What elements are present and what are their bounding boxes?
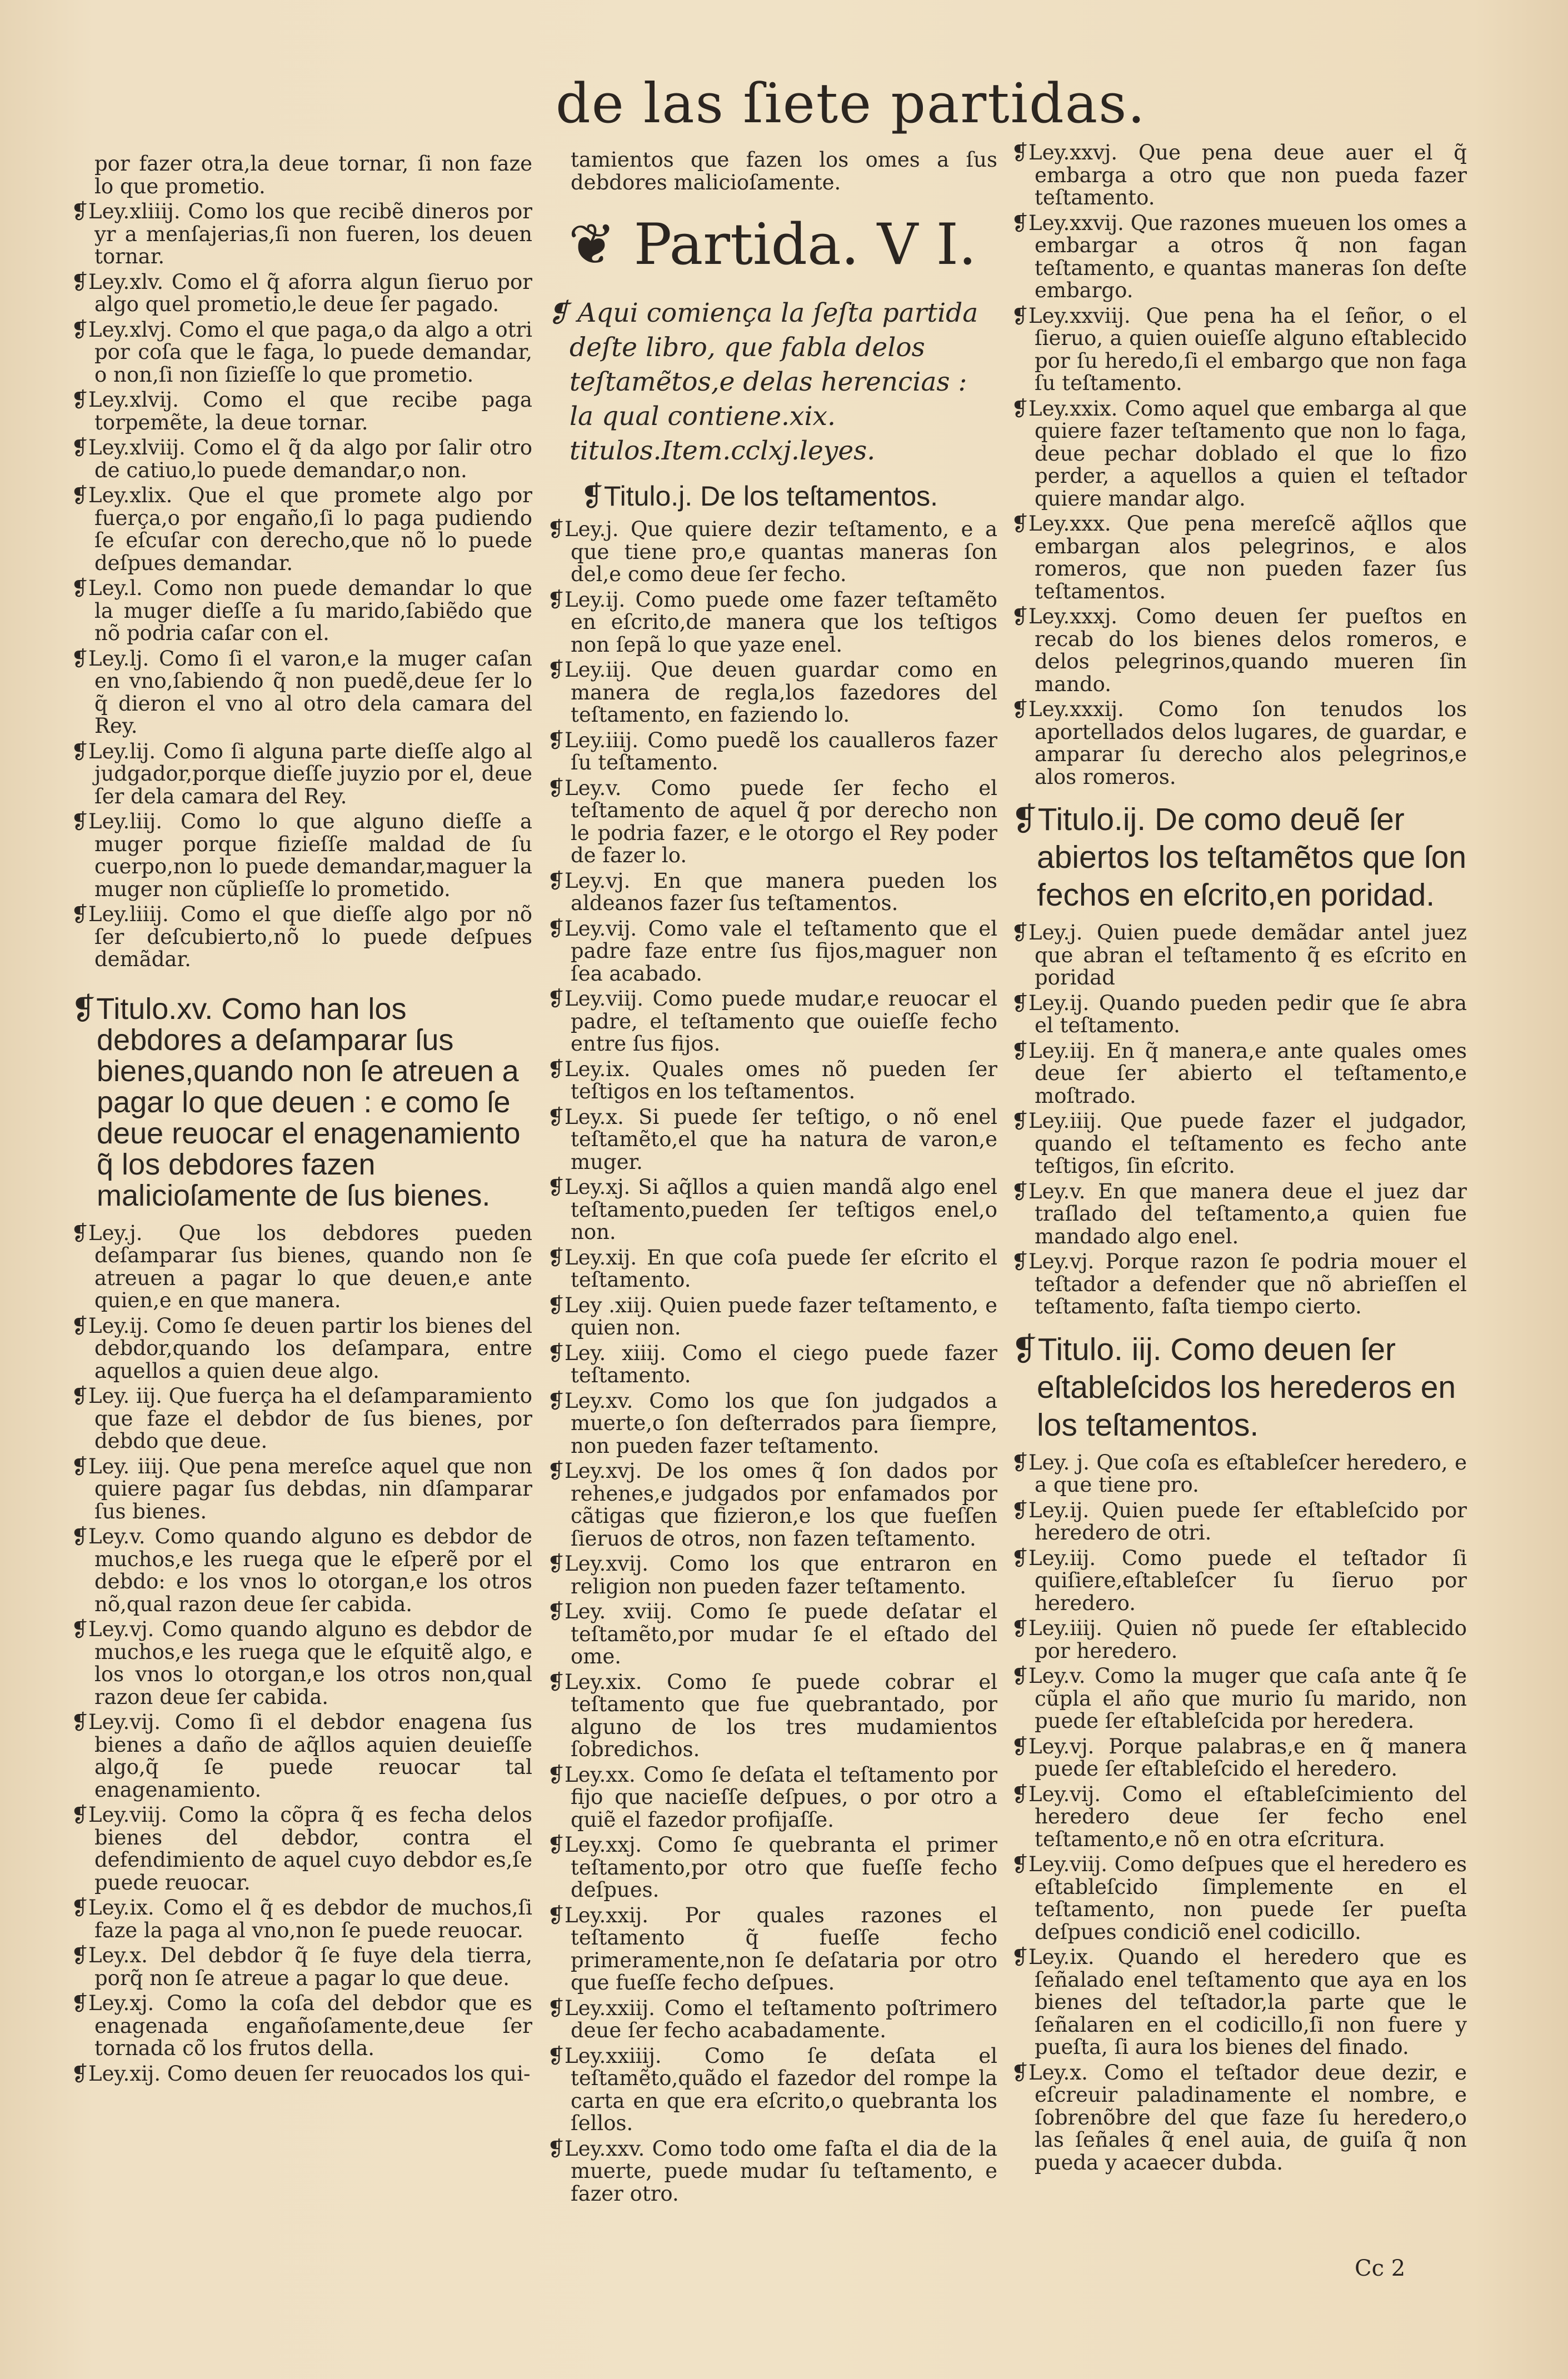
title-heading: ❡Titulo.xv. Como han los debdores a deſamparar ſus bienes,quando non ſe atreuen a pagar lo que deuen : e como ſe deue reuocar el enagenamiento q̃ los debdores fazen malicioſamente de ſus bienes. xyxy=(71,992,521,1212)
law-entry: ❡Ley.ix. Quando el heredero que es ſeñalado enel teſtamento que aya en los bienes del teſtador,la parte que le ſeñalaren en el codicillo,ſi non fuere y pueſta, ſi aura los bienes del finado. xyxy=(1011,1945,1467,2059)
column-left xyxy=(71,153,532,2088)
law-entry: ❡Ley.xxvj. Que pena deue auer el q̃ embarga a otro que non pueda fazer teſtamento. xyxy=(1011,141,1467,209)
law-entry: ❡Ley.xxiiij. Como ſe deſata el teſtamẽto,quãdo el fazedor del rompe la carta en que era eſcrito,o quebranta los ſellos. xyxy=(547,2043,997,2135)
title-heading: ❡Titulo. iij. Como deuen ſer eſtableſcidos los herederos en los teſtamentos. xyxy=(1011,1331,1456,1443)
law-entry: ❡Ley.xxxij. Como ſon tenudos los aportellados delos lugares, de guardar, e amparar ſu derecho alos pelegrinos,e alos romeros. xyxy=(1011,697,1467,789)
law-entry: ❡Ley.xvij. Como los que entraron en religion non pueden fazer teſtamento. xyxy=(547,1552,997,1598)
law-entry: ❡Ley.v. Como quando alguno es debdor de muchos,e les ruega que le eſperẽ por el debdo: e los vnos lo otorgan,e los otros nõ,qual razon deue ſer cabida. xyxy=(71,1525,532,1616)
law-entry: ❡Ley.xxxj. Como deuen ſer pueſtos en recab do los bienes delos romeros, e delos pelegrinos,quando mueren ſin mando. xyxy=(1011,604,1467,696)
law-entry: ❡Ley.xlviij. Como el q̃ da algo por ſalir otro de catiuo,lo puede demandar,o non. xyxy=(71,436,532,482)
law-entry: ❡Ley.xvj. De los omes q̃ ſon dados por rehenes,e judgados por enfamados por cãtigas que fizieron,e los que fueſſen ſieruos de otros, non fazen teſtamento. xyxy=(547,1459,997,1551)
law-entry: ❡Ley.xxx. Que pena mereſcẽ aq̃llos que embargan alos pelegrinos, e alos romeros, que non pueden fazer ſus teſtamentos. xyxy=(1011,512,1467,603)
law-entry: ❡Ley.xxix. Como aquel que embarga al que quiere fazer teſtamento que non lo faga, deue pechar doblado el que lo fizo perder, a aquellos a quien el teſtador quiere mandar algo. xyxy=(1011,396,1467,511)
law-entry: ❡Ley.xix. Como ſe puede cobrar el teſtamento que fue quebrantado, por alguno de los tres mudamientos ſobredichos. xyxy=(547,1670,997,1761)
law-entry: ❡Ley.vj. Como quando alguno es debdor de muchos,e les ruega que le eſquitẽ algo, e los vnos lo otorgan,e los otros non,qual razon deue ſer cabida. xyxy=(71,1617,532,1709)
law-entry: ❡Ley .xiij. Quien puede fazer teſtamento, e quien non. xyxy=(547,1293,997,1340)
law-entry: ❡Ley.xliiij. Como los que recibẽ dineros por yr a menſajerias,ſi non fueren, los deuen tornar. xyxy=(71,199,532,268)
law-entry: ❡Ley. xviij. Como ſe puede deſatar el teſtamẽto,por mudar ſe el eſtado del ome. xyxy=(547,1600,997,1668)
law-entry: ❡Ley. j. Que coſa es eſtableſcer heredero, e a que tiene pro. xyxy=(1011,1450,1467,1497)
law-entry: ❡Ley.j. Que quiere dezir teſtamento, e a que tiene pro,e quantas maneras ſon del,e como deue ſer fecho. xyxy=(547,517,997,586)
title-heading: ❡Titulo.ij. De como deuẽ ſer abiertos los teſtamẽtos que ſon fechos en eſcrito,en poridad. xyxy=(1011,802,1467,913)
law-entry: ❡Ley.v. Como la muger que caſa ante q̃ ſe cũpla el año que murio ſu marido, non puede ſer eſtableſcida por heredera. xyxy=(1011,1664,1467,1733)
law-entry: ❡Ley.l. Como non puede demandar lo que la muger dieſſe a ſu marido,ſabiẽdo que nõ podria caſar con el. xyxy=(71,576,532,645)
law-entry: ❡Ley.xxvij. Que razones mueuen los omes a embargar a otros q̃ non fagan teſtamento, e quantas maneras ſon deſte embargo. xyxy=(1011,211,1467,302)
column-right xyxy=(1011,142,1467,2177)
law-entry: ❡Ley. iij. Que fuerça ha el deſamparamiento que faze el debdor de ſus bienes, por debdo que deue. xyxy=(71,1384,532,1453)
law-entry: ❡Ley.xij. Como deuen ſer reuocados los qui- xyxy=(71,2061,531,2086)
law-entry: ❡Ley.x. Como el teſtador deue dezir, e eſcreuir paladinamente el nombre, e ſobrenõbre del que faze ſu heredero,o las ſeñales q̃ enel auia, de guiſa q̃ non pueda y acaecer dubda. xyxy=(1011,2060,1467,2175)
law-entry: ❡Ley.xv. Como los que ſon judgados a muerte,o ſon deſterrados para ſiempre, non pueden fazer teſtamento. xyxy=(547,1388,997,1458)
running-header: de las ſiete partidas. xyxy=(556,72,1146,136)
law-entry: ❡Ley.x. Del debdor q̃ ſe fuye dela tierra, porq̃ non ſe atreue a pagar lo que deue. xyxy=(71,1943,532,1990)
law-entry: ❡Ley.liiij. Como el que dieſſe algo por nõ ſer deſcubierto,nõ lo puede deſpues demãdar. xyxy=(71,902,532,971)
law-entry: ❡Ley.viij. Como puede mudar,e reuocar el padre, el teſtamento que ouieſſe fecho entre ſus fijos. xyxy=(547,987,997,1056)
law-entry: ❡Ley.iij. Que deuen guardar como en manera de regla,los fazedores del teſtamento, en faziendo lo. xyxy=(547,658,997,727)
law-entry: ❡Ley.xx. Como ſe deſata el teſtamento por fijo que nacieſſe deſpues, o por otro a quiẽ el fazedor profijaſſe. xyxy=(547,1762,997,1832)
title-heading: ❡Titulo.j. De los teſtamentos. xyxy=(581,481,938,512)
law-entry: ❡Ley.lij. Como ſi alguna parte dieſſe algo al judgador,porque dieſſe juyzio por el, deue ſer dela camara del Rey. xyxy=(71,739,532,808)
law-entry: ❡Ley.xxj. Como ſe quebranta el primer teſtamento,por otro que fueſſe fecho deſpues. xyxy=(547,1833,997,1902)
law-entry: ❡Ley.xxv. Como todo ome faſta el dia de la muerte, puede mudar ſu teſtamento, e fazer otro. xyxy=(547,2136,997,2206)
law-entry: ❡Ley.xij. En que coſa puede ſer eſcrito el teſtamento. xyxy=(547,1245,997,1292)
law-entry: ❡Ley.x. Si puede ſer teſtigo, o nõ enel teſtamẽto,el que ha natura de varon,e muger. xyxy=(547,1104,997,1174)
law-entry: ❡Ley.iij. Como puede el teſtador ſi quiſiere,eſtableſcer ſu ſieruo por heredero. xyxy=(1011,1546,1467,1615)
law-entry: ❡Ley. iiij. Que pena mereſce aquel que non quiere pagar ſus debdas, nin dſamparar ſus bienes. xyxy=(71,1454,532,1523)
signature-mark: Cc 2 xyxy=(1355,2256,1406,2281)
law-entry: ❡Ley.vj. En que manera pueden los aldeanos fazer ſus teſtamentos. xyxy=(547,868,997,915)
law-entry: ❡Ley.xj. Como la coſa del debdor que es enagenada engañoſamente,deue ſer tornada cõ los frutos della. xyxy=(71,1991,532,2060)
law-entry: ❡Ley.ij. Como ſe deuen partir los bienes del debdor,quando los deſampara, entre aquellos a quien deue algo. xyxy=(71,1313,532,1383)
law-entry: ❡Ley.v. En que manera deue el juez dar traſlado del teſtamento,a quien fue mandado algo enel. xyxy=(1011,1179,1467,1248)
law-entry: ❡Ley.liij. Como lo que alguno dieſſe a muger porque fizieſſe maldad de ſu cuerpo,non lo puede demandar,maguer la muger non cũplieſſe lo prometido. xyxy=(71,809,532,901)
law-entry: ❡Ley.vij. Como ſi el debdor enagena ſus bienes a daño de aq̃llos aquien deuieſſe algo,q̃ ſe puede reuocar tal enagenamiento. xyxy=(71,1710,532,1802)
law-entry: tamientos que fazen los omes a ſus debdores malicioſamente. xyxy=(571,148,997,194)
partida-heading: ❦ Partida. V I. xyxy=(568,212,977,278)
law-entry: ❡Ley.iiij. Quien nõ puede ſer eſtablecido por heredero. xyxy=(1011,1616,1467,1663)
law-entry: ❡Ley.v. Como puede ſer fecho el teſtamento de aquel q̃ por derecho non le podria fazer, e le otorgo el Rey poder de fazer lo. xyxy=(547,776,997,867)
law-entry: ❡Ley.j. Quien puede demãdar antel juez que abran el teſtamento q̃ es eſcrito en poridad xyxy=(1011,921,1467,989)
law-entry: ❡Ley.xlv. Como el q̃ aforra algun ſieruo por algo quel prometio,le deue ſer pagado. xyxy=(71,269,532,316)
law-entry: ❡Ley. xiiij. Como el ciego puede fazer teſtamento. xyxy=(547,1341,997,1387)
law-entry: ❡Ley.iiij. Como puedẽ los caualleros fazer ſu teſtamento. xyxy=(547,728,997,774)
law-entry: ❡Ley.vj. Porque palabras,e en q̃ manera puede ſer eſtableſcido el heredero. xyxy=(1011,1734,1467,1781)
law-entry: ❡Ley.lj. Como ſi el varon,e la muger caſan en vno,ſabiendo q̃ non puedẽ,deue ſer lo q̃ dieron el vno al otro dela camara del Rey. xyxy=(71,646,532,738)
law-entry: ❡Ley.vij. Como vale el teſtamento que el padre faze entre ſus fijos,maguer non ſea acabado. xyxy=(547,916,997,986)
law-entry: por fazer otra,la deue tornar, ſi non faze lo que prometio. xyxy=(94,152,532,198)
law-entry: ❡Ley.vj. Porque razon ſe podria mouer el teſtador a defender que nõ abrieſſen el teſtamento, faſta tiempo cierto. xyxy=(1011,1250,1467,1318)
law-entry: ❡Ley.ij. Quando pueden pedir que ſe abra el teſtamento. xyxy=(1011,991,1467,1037)
law-entry: ❡Ley.xlix. Que el que promete algo por fuerça,o por engaño,ſi lo paga pudiendo ſe eſcuſar con derecho,que nõ lo puede deſpues demandar. xyxy=(71,483,532,575)
law-entry: ❡Ley.xxviij. Que pena ha el ſeñor, o el ſieruo, a quien ouieſſe alguno eſtablecido por ſu heredo,ſi el embargo que non faga ſu teſtamento. xyxy=(1011,303,1467,395)
law-entry: ❡Ley.j. Que los debdores pueden deſamparar ſus bienes, quando non ſe atreuen a pagar lo que deuen,e ante quien,e en que manera. xyxy=(71,1221,532,1312)
law-entry: ❡Ley.xxiij. Como el teſtamento poſtrimero deue ſer fecho acabadamente. xyxy=(547,1996,997,2042)
law-entry: ❡Ley.viij. Como la cõpra q̃ es fecha delos bienes del debdor, contra el defendimiento de aquel cuyo debdor es,ſe puede reuocar. xyxy=(71,1803,532,1895)
law-entry: ❡Ley.vij. Como el eſtableſcimiento del heredero deue ſer fecho enel teſtamento,e nõ en otra eſcritura. xyxy=(1011,1782,1467,1851)
law-entry: ❡Ley.xxij. Por quales razones el teſtamento q̃ fueſſe fecho primeramente,non ſe deſataria por otro que fueſſe fecho deſpues. xyxy=(547,1903,997,1995)
law-entry: ❡Ley.xlvij. Como el que recibe paga torpemẽte, la deue tornar. xyxy=(71,388,532,434)
column-middle xyxy=(547,149,997,2208)
partida-introduction: ❡ Aqui comiença la ſeſta partida deſte libro, que fabla delos teſtamẽtos,e delas herencias : la qual contiene.xix. titulos.Item.cclxj.leyes. xyxy=(547,298,978,466)
law-entry: ❡Ley.xlvj. Como el que paga,o da algo a otri por coſa que le faga, lo puede demandar, o non,ſi non ſizieſſe lo que prometio. xyxy=(71,317,532,387)
law-entry: ❡Ley.ix. Como el q̃ es debdor de muchos,ſi faze la paga al vno,non ſe puede reuocar. xyxy=(71,1896,532,1942)
law-entry: ❡Ley.xj. Si aq̃llos a quien mandã algo enel teſtamento,pueden ſer teſtigos enel,o non. xyxy=(547,1175,997,1244)
law-entry: ❡Ley.iiij. Que puede fazer el judgador, quando el teſtamento es fecho ante teſtigos, ſin eſcrito. xyxy=(1011,1109,1467,1178)
law-entry: ❡Ley.iij. En q̃ manera,e ante quales omes deue ſer abierto el teſtamento,e moſtrado. xyxy=(1011,1038,1467,1108)
law-entry: ❡Ley.ix. Quales omes nõ pueden ſer teſtigos en los teſtamentos. xyxy=(547,1057,997,1103)
law-entry: ❡Ley.ij. Quien puede ſer eſtableſcido por heredero de otri. xyxy=(1011,1498,1467,1545)
law-entry: ❡Ley.viij. Como deſpues que el heredero es eſtableſcido ſimplemente en el teſtamento, non puede ſer pueſta deſpues condiciõ enel codicillo. xyxy=(1011,1852,1467,1944)
law-entry: ❡Ley.ij. Como puede ome fazer teſtamẽto en eſcrito,de manera que los teſtigos non ſepã lo que yaze enel. xyxy=(547,587,997,657)
